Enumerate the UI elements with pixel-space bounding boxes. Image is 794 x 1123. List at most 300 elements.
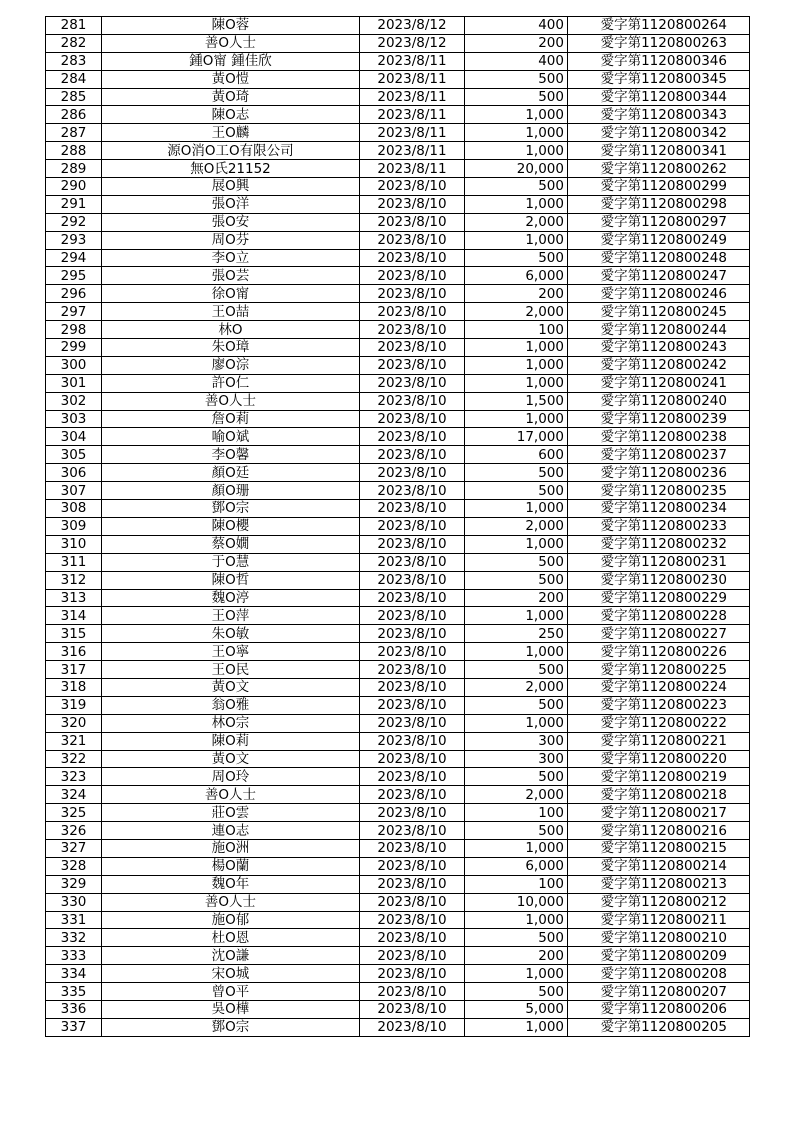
donation-amount: 250	[465, 625, 568, 643]
donation-date: 2023/8/10	[360, 553, 465, 571]
receipt-number: 愛字第1120800264	[568, 17, 750, 35]
donation-date: 2023/8/10	[360, 356, 465, 374]
donation-date: 2023/8/10	[360, 410, 465, 428]
donation-amount: 6,000	[465, 267, 568, 285]
table-row	[46, 231, 750, 249]
donation-amount: 500	[465, 482, 568, 500]
table-row	[46, 625, 750, 643]
receipt-number: 愛字第1120800229	[568, 589, 750, 607]
donation-date: 2023/8/10	[360, 804, 465, 822]
donor-name: 沈O謙	[102, 947, 360, 965]
donation-amount: 1,000	[465, 965, 568, 983]
table-row	[46, 822, 750, 840]
donation-amount: 1,000	[465, 195, 568, 213]
donor-name: 陳O櫻	[102, 517, 360, 535]
donation-date: 2023/8/10	[360, 464, 465, 482]
donation-date: 2023/8/11	[360, 52, 465, 70]
table-row	[46, 786, 750, 804]
donor-name: 朱O敏	[102, 625, 360, 643]
receipt-number: 愛字第1120800235	[568, 482, 750, 500]
receipt-number: 愛字第1120800244	[568, 321, 750, 339]
receipt-number: 愛字第1120800246	[568, 285, 750, 303]
receipt-number: 愛字第1120800297	[568, 213, 750, 231]
donation-amount: 2,000	[465, 213, 568, 231]
row-number: 324	[46, 786, 102, 804]
donation-date: 2023/8/10	[360, 625, 465, 643]
row-number: 283	[46, 52, 102, 70]
donation-amount: 300	[465, 750, 568, 768]
table-row	[46, 160, 750, 178]
donor-name: 黃O文	[102, 750, 360, 768]
donation-date: 2023/8/10	[360, 750, 465, 768]
donor-name: 王O麟	[102, 124, 360, 142]
donation-amount: 1,000	[465, 839, 568, 857]
donor-name: 王O寧	[102, 643, 360, 661]
donor-name: 陳O志	[102, 106, 360, 124]
donation-date: 2023/8/10	[360, 178, 465, 196]
donation-date: 2023/8/10	[360, 929, 465, 947]
table-row	[46, 88, 750, 106]
table-row	[46, 34, 750, 52]
donor-name: 朱O璋	[102, 339, 360, 357]
row-number: 285	[46, 88, 102, 106]
row-number: 329	[46, 875, 102, 893]
donation-amount: 2,000	[465, 517, 568, 535]
receipt-number: 愛字第1120800343	[568, 106, 750, 124]
donation-amount: 400	[465, 17, 568, 35]
receipt-number: 愛字第1120800242	[568, 356, 750, 374]
donation-amount: 1,000	[465, 106, 568, 124]
row-number: 332	[46, 929, 102, 947]
donation-date: 2023/8/11	[360, 160, 465, 178]
table-row	[46, 643, 750, 661]
row-number: 325	[46, 804, 102, 822]
receipt-number: 愛字第1120800218	[568, 786, 750, 804]
donation-amount: 200	[465, 947, 568, 965]
receipt-number: 愛字第1120800345	[568, 70, 750, 88]
receipt-number: 愛字第1120800236	[568, 464, 750, 482]
donation-amount: 1,000	[465, 714, 568, 732]
row-number: 306	[46, 464, 102, 482]
row-number: 282	[46, 34, 102, 52]
row-number: 299	[46, 339, 102, 357]
donor-name: 徐O甯	[102, 285, 360, 303]
table-row	[46, 213, 750, 231]
receipt-number: 愛字第1120800231	[568, 553, 750, 571]
receipt-number: 愛字第1120800213	[568, 875, 750, 893]
donor-name: 王O萍	[102, 607, 360, 625]
donation-date: 2023/8/12	[360, 34, 465, 52]
donation-date: 2023/8/10	[360, 911, 465, 929]
donor-name: 黃O愷	[102, 70, 360, 88]
table-row	[46, 52, 750, 70]
donor-name: 喻O斌	[102, 428, 360, 446]
receipt-number: 愛字第1120800219	[568, 768, 750, 786]
donation-date: 2023/8/11	[360, 70, 465, 88]
row-number: 311	[46, 553, 102, 571]
donation-date: 2023/8/10	[360, 517, 465, 535]
row-number: 304	[46, 428, 102, 446]
row-number: 298	[46, 321, 102, 339]
donor-name: 林O宗	[102, 714, 360, 732]
row-number: 334	[46, 965, 102, 983]
row-number: 310	[46, 535, 102, 553]
row-number: 286	[46, 106, 102, 124]
receipt-number: 愛字第1120800222	[568, 714, 750, 732]
row-number: 290	[46, 178, 102, 196]
receipt-number: 愛字第1120800224	[568, 678, 750, 696]
table-row	[46, 374, 750, 392]
row-number: 302	[46, 392, 102, 410]
row-number: 319	[46, 696, 102, 714]
table-row	[46, 893, 750, 911]
donor-name: 李O立	[102, 249, 360, 267]
donation-amount: 1,000	[465, 643, 568, 661]
donation-amount: 2,000	[465, 678, 568, 696]
donation-date: 2023/8/10	[360, 285, 465, 303]
row-number: 315	[46, 625, 102, 643]
donor-name: 善O人士	[102, 786, 360, 804]
donation-date: 2023/8/11	[360, 106, 465, 124]
donation-date: 2023/8/10	[360, 446, 465, 464]
table-row	[46, 482, 750, 500]
row-number: 333	[46, 947, 102, 965]
row-number: 289	[46, 160, 102, 178]
donation-amount: 100	[465, 321, 568, 339]
donor-name: 張O芸	[102, 267, 360, 285]
donation-amount: 1,000	[465, 124, 568, 142]
donation-amount: 500	[465, 70, 568, 88]
donor-name: 周O芬	[102, 231, 360, 249]
donor-name: 陳O蓉	[102, 17, 360, 35]
donation-date: 2023/8/10	[360, 392, 465, 410]
table-row	[46, 875, 750, 893]
donation-date: 2023/8/10	[360, 374, 465, 392]
donor-name: 陳O莉	[102, 732, 360, 750]
donation-amount: 17,000	[465, 428, 568, 446]
receipt-number: 愛字第1120800206	[568, 1000, 750, 1018]
donation-amount: 500	[465, 571, 568, 589]
donation-amount: 500	[465, 929, 568, 947]
donation-amount: 500	[465, 464, 568, 482]
donation-amount: 500	[465, 661, 568, 679]
receipt-number: 愛字第1120800240	[568, 392, 750, 410]
table-row	[46, 195, 750, 213]
donor-name: 翁O雅	[102, 696, 360, 714]
row-number: 297	[46, 303, 102, 321]
receipt-number: 愛字第1120800346	[568, 52, 750, 70]
donation-amount: 200	[465, 34, 568, 52]
row-number: 316	[46, 643, 102, 661]
row-number: 303	[46, 410, 102, 428]
receipt-number: 愛字第1120800217	[568, 804, 750, 822]
donation-amount: 200	[465, 589, 568, 607]
table-row	[46, 661, 750, 679]
donation-amount: 1,000	[465, 142, 568, 160]
receipt-number: 愛字第1120800262	[568, 160, 750, 178]
donation-amount: 300	[465, 732, 568, 750]
receipt-number: 愛字第1120800239	[568, 410, 750, 428]
donor-name: 顏O廷	[102, 464, 360, 482]
donation-date: 2023/8/10	[360, 321, 465, 339]
donation-amount: 6,000	[465, 857, 568, 875]
donor-name: 施O洲	[102, 839, 360, 857]
donor-name: 善O人士	[102, 893, 360, 911]
donation-amount: 1,000	[465, 339, 568, 357]
receipt-number: 愛字第1120800263	[568, 34, 750, 52]
donor-name: 許O仁	[102, 374, 360, 392]
receipt-number: 愛字第1120800237	[568, 446, 750, 464]
table-row	[46, 446, 750, 464]
row-number: 281	[46, 17, 102, 35]
table-row	[46, 356, 750, 374]
donor-name: 鄧O宗	[102, 500, 360, 518]
row-number: 288	[46, 142, 102, 160]
donation-date: 2023/8/10	[360, 482, 465, 500]
donation-date: 2023/8/10	[360, 822, 465, 840]
donation-date: 2023/8/10	[360, 661, 465, 679]
row-number: 321	[46, 732, 102, 750]
row-number: 294	[46, 249, 102, 267]
donation-date: 2023/8/10	[360, 1018, 465, 1036]
donor-name: 蔡O嫺	[102, 535, 360, 553]
donor-name: 善O人士	[102, 392, 360, 410]
receipt-number: 愛字第1120800208	[568, 965, 750, 983]
table-row	[46, 1000, 750, 1018]
donation-date: 2023/8/10	[360, 839, 465, 857]
receipt-number: 愛字第1120800299	[568, 178, 750, 196]
table-row	[46, 267, 750, 285]
donation-amount: 500	[465, 249, 568, 267]
donation-amount: 1,000	[465, 356, 568, 374]
row-number: 300	[46, 356, 102, 374]
receipt-number: 愛字第1120800215	[568, 839, 750, 857]
receipt-number: 愛字第1120800241	[568, 374, 750, 392]
donor-name: 顏O珊	[102, 482, 360, 500]
receipt-number: 愛字第1120800220	[568, 750, 750, 768]
receipt-number: 愛字第1120800212	[568, 893, 750, 911]
donor-name: 展O興	[102, 178, 360, 196]
table-row	[46, 553, 750, 571]
table-row	[46, 678, 750, 696]
table-row	[46, 303, 750, 321]
receipt-number: 愛字第1120800214	[568, 857, 750, 875]
donation-table	[45, 16, 750, 1037]
table-row	[46, 947, 750, 965]
table-row	[46, 178, 750, 196]
donation-amount: 1,000	[465, 231, 568, 249]
donor-name: 周O玲	[102, 768, 360, 786]
table-row	[46, 750, 750, 768]
donor-name: 詹O莉	[102, 410, 360, 428]
donation-amount: 100	[465, 875, 568, 893]
row-number: 318	[46, 678, 102, 696]
table-row	[46, 410, 750, 428]
donation-amount: 500	[465, 553, 568, 571]
donation-date: 2023/8/10	[360, 696, 465, 714]
row-number: 337	[46, 1018, 102, 1036]
donation-date: 2023/8/10	[360, 1000, 465, 1018]
row-number: 296	[46, 285, 102, 303]
donation-date: 2023/8/10	[360, 875, 465, 893]
table-row	[46, 714, 750, 732]
row-number: 326	[46, 822, 102, 840]
row-number: 295	[46, 267, 102, 285]
table-row	[46, 535, 750, 553]
donation-date: 2023/8/11	[360, 88, 465, 106]
table-row	[46, 607, 750, 625]
donation-date: 2023/8/10	[360, 589, 465, 607]
receipt-number: 愛字第1120800232	[568, 535, 750, 553]
donation-amount: 500	[465, 696, 568, 714]
donation-date: 2023/8/10	[360, 213, 465, 231]
donation-date: 2023/8/12	[360, 17, 465, 35]
receipt-number: 愛字第1120800226	[568, 643, 750, 661]
receipt-number: 愛字第1120800230	[568, 571, 750, 589]
donor-name: 鄧O宗	[102, 1018, 360, 1036]
row-number: 291	[46, 195, 102, 213]
table-row	[46, 321, 750, 339]
receipt-number: 愛字第1120800211	[568, 911, 750, 929]
donation-amount: 5,000	[465, 1000, 568, 1018]
row-number: 301	[46, 374, 102, 392]
donor-name: 王O喆	[102, 303, 360, 321]
donor-name: 鍾O甯 鍾佳欣	[102, 52, 360, 70]
table-row	[46, 768, 750, 786]
donation-amount: 1,000	[465, 1018, 568, 1036]
donor-name: 宋O城	[102, 965, 360, 983]
donation-date: 2023/8/10	[360, 500, 465, 518]
donation-date: 2023/8/10	[360, 303, 465, 321]
row-number: 309	[46, 517, 102, 535]
receipt-number: 愛字第1120800207	[568, 983, 750, 1001]
donation-amount: 1,000	[465, 374, 568, 392]
table-row	[46, 517, 750, 535]
table-row	[46, 392, 750, 410]
table-row	[46, 106, 750, 124]
donation-date: 2023/8/10	[360, 571, 465, 589]
row-number: 327	[46, 839, 102, 857]
table-row	[46, 804, 750, 822]
donor-name: 無O氏21152	[102, 160, 360, 178]
receipt-number: 愛字第1120800233	[568, 517, 750, 535]
row-number: 322	[46, 750, 102, 768]
row-number: 314	[46, 607, 102, 625]
table-row	[46, 696, 750, 714]
donation-amount: 2,000	[465, 303, 568, 321]
receipt-number: 愛字第1120800243	[568, 339, 750, 357]
donation-amount: 10,000	[465, 893, 568, 911]
donor-name: 施O郁	[102, 911, 360, 929]
receipt-number: 愛字第1120800223	[568, 696, 750, 714]
donation-date: 2023/8/10	[360, 857, 465, 875]
receipt-number: 愛字第1120800245	[568, 303, 750, 321]
donor-name: 陳O哲	[102, 571, 360, 589]
row-number: 312	[46, 571, 102, 589]
donation-date: 2023/8/10	[360, 195, 465, 213]
donor-name: 李O馨	[102, 446, 360, 464]
table-row	[46, 839, 750, 857]
table-row	[46, 589, 750, 607]
donation-date: 2023/8/10	[360, 714, 465, 732]
row-number: 292	[46, 213, 102, 231]
receipt-number: 愛字第1120800228	[568, 607, 750, 625]
table-row	[46, 500, 750, 518]
receipt-number: 愛字第1120800341	[568, 142, 750, 160]
row-number: 287	[46, 124, 102, 142]
row-number: 308	[46, 500, 102, 518]
table-row	[46, 464, 750, 482]
donation-date: 2023/8/11	[360, 142, 465, 160]
donation-amount: 500	[465, 822, 568, 840]
donation-date: 2023/8/10	[360, 732, 465, 750]
table-row	[46, 249, 750, 267]
receipt-number: 愛字第1120800238	[568, 428, 750, 446]
donation-date: 2023/8/10	[360, 607, 465, 625]
donor-name: 曾O平	[102, 983, 360, 1001]
donation-date: 2023/8/11	[360, 124, 465, 142]
table-row	[46, 911, 750, 929]
donor-name: 于O慧	[102, 553, 360, 571]
receipt-number: 愛字第1120800248	[568, 249, 750, 267]
donor-name: 連O志	[102, 822, 360, 840]
table-row	[46, 142, 750, 160]
donor-name: 張O安	[102, 213, 360, 231]
row-number: 317	[46, 661, 102, 679]
table-row	[46, 983, 750, 1001]
table-row	[46, 571, 750, 589]
donation-amount: 1,000	[465, 410, 568, 428]
table-row	[46, 965, 750, 983]
table-row	[46, 70, 750, 88]
donation-date: 2023/8/10	[360, 893, 465, 911]
row-number: 335	[46, 983, 102, 1001]
receipt-number: 愛字第1120800249	[568, 231, 750, 249]
donation-amount: 500	[465, 178, 568, 196]
receipt-number: 愛字第1120800210	[568, 929, 750, 947]
donor-name: 廖O淙	[102, 356, 360, 374]
table-row	[46, 17, 750, 35]
receipt-number: 愛字第1120800221	[568, 732, 750, 750]
donation-date: 2023/8/10	[360, 249, 465, 267]
donation-amount: 500	[465, 983, 568, 1001]
donation-amount: 1,500	[465, 392, 568, 410]
receipt-number: 愛字第1120800227	[568, 625, 750, 643]
donor-name: 吳O樺	[102, 1000, 360, 1018]
receipt-number: 愛字第1120800205	[568, 1018, 750, 1036]
donation-date: 2023/8/10	[360, 983, 465, 1001]
donation-amount: 1,000	[465, 607, 568, 625]
donation-date: 2023/8/10	[360, 643, 465, 661]
donation-amount: 500	[465, 768, 568, 786]
donation-date: 2023/8/10	[360, 428, 465, 446]
donor-name: 善O人士	[102, 34, 360, 52]
donation-amount: 1,000	[465, 911, 568, 929]
donor-name: 黃O琦	[102, 88, 360, 106]
donation-amount: 400	[465, 52, 568, 70]
donation-date: 2023/8/10	[360, 768, 465, 786]
donation-date: 2023/8/10	[360, 231, 465, 249]
table-row	[46, 929, 750, 947]
donation-amount: 20,000	[465, 160, 568, 178]
donor-name: 魏O渟	[102, 589, 360, 607]
donation-amount: 600	[465, 446, 568, 464]
donation-amount: 100	[465, 804, 568, 822]
table-row	[46, 428, 750, 446]
row-number: 305	[46, 446, 102, 464]
donation-amount: 1,000	[465, 500, 568, 518]
receipt-number: 愛字第1120800234	[568, 500, 750, 518]
